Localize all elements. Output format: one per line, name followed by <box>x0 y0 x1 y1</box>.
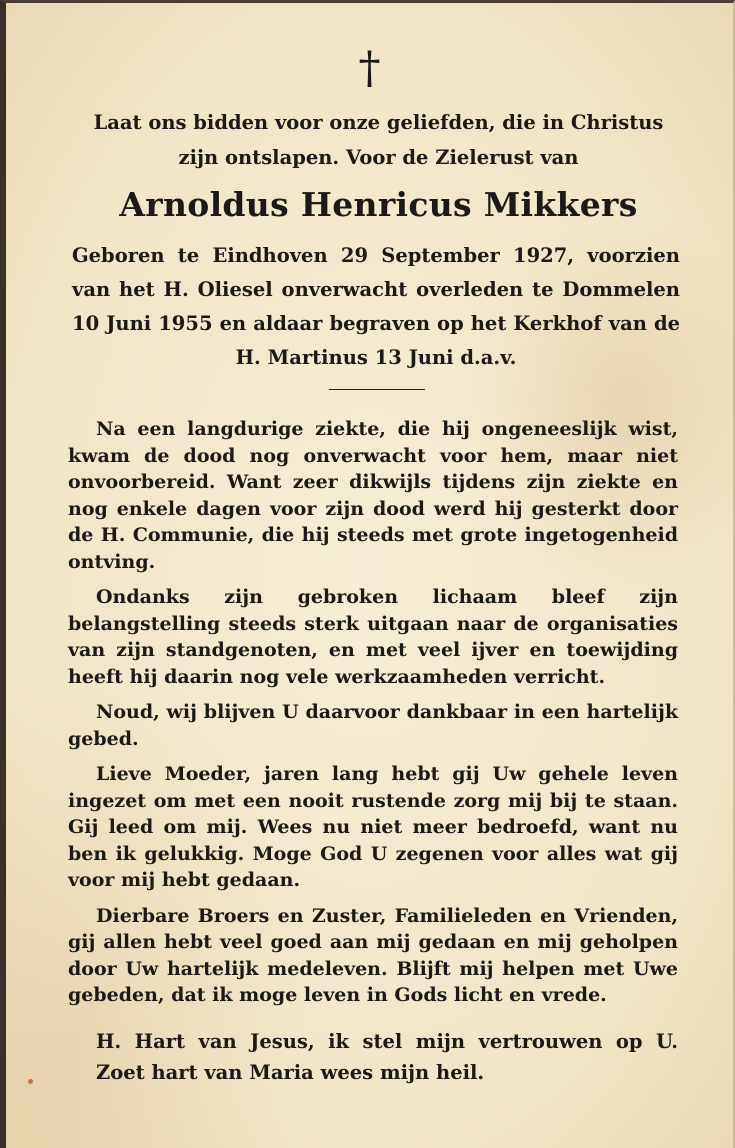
deceased-name: Arnoldus Henricus Mikkers <box>119 185 638 224</box>
memorial-text <box>68 416 678 1018</box>
intro-line: zijn ontslapen. Voor de Zielerust van <box>178 146 579 169</box>
intro-line: Laat ons bidden voor onze geliefden, die in Christus <box>93 111 664 134</box>
divider <box>329 389 425 390</box>
paragraph: Lieve Moeder, jaren lang hebt gij Uw gehele leven ingezet om met een nooit rustende zorg mij bij te staan. Gij leed om mij. Wees nu niet meer bedroefd, want nu ben ik gelukkig. Moge God U zegenen voor alles wat gij voor mij hebt gedaan. <box>68 763 678 891</box>
paragraph: Ondanks zijn gebroken lichaam bleef zijn belangstelling steeds sterk uitgaan naar de organisaties van zijn standgenoten, en met veel ijver en toewijding heeft hij daarin nog vele werkzaamheden verricht. <box>68 586 678 688</box>
paragraph: Noud, wij blijven U daarvoor dankbaar in een hartelijk gebed. <box>68 701 678 750</box>
birth-death-details: Geboren te Eindhoven 29 September 1927, voorzien van het H. Oliesel onverwacht overleden te Dommelen 10 Juni 1955 en aldaar begraven op het Kerkhof van de H. Martinus 13 Juni d.a.v. <box>72 244 680 369</box>
paragraph: Na een langdurige ziekte, die hij ongeneeslijk wist, kwam de dood nog onverwacht voor hem, maar niet onvoorbereid. Want zeer dikwijls tijdens zijn ziekte en nog enkele dagen voor zijn dood werd hij gesterkt door de H. Communie, die hij steeds met grote ingetogenheid ontving. <box>68 418 678 573</box>
prayer-line: Zoet hart van Maria wees mijn heil. <box>96 1061 485 1084</box>
prayer-line: H. Hart van Jesus, ik stel mijn vertrouwen op U. <box>96 1030 678 1053</box>
intro-text <box>66 105 691 175</box>
paragraph: Dierbare Broers en Zuster, Familieleden en Vrienden, gij allen hebt veel goed aan mij gedaan en mij geholpen door Uw hartelijk medeleven. Blijft mij helpen met Uwe gebeden, dat ik moge leven in Gods licht en vrede. <box>68 904 678 1006</box>
closing-prayers <box>68 1026 678 1088</box>
cross-icon: † <box>358 43 381 94</box>
paper-stain <box>28 1079 33 1084</box>
